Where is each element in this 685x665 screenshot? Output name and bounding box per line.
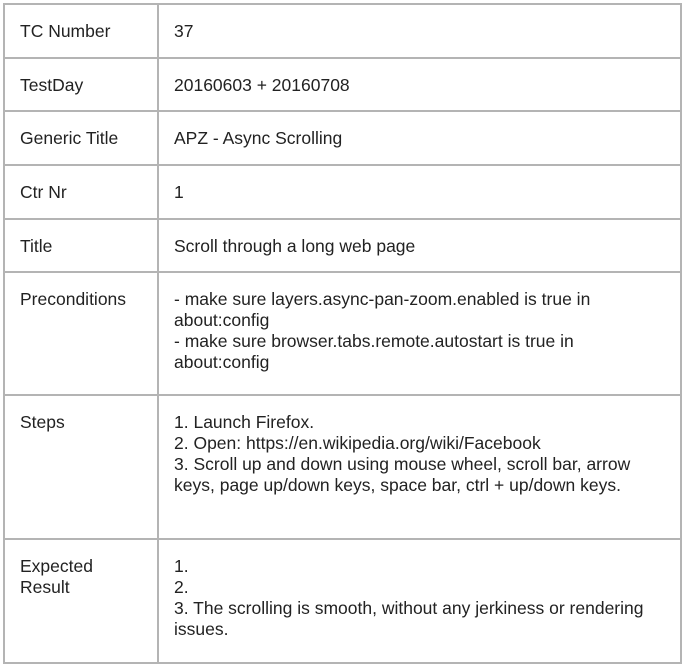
label-testday: TestDay xyxy=(4,58,158,111)
row-generic-title xyxy=(4,111,681,165)
label-expected-result: Expected Result xyxy=(4,539,158,663)
value-generic-title xyxy=(158,111,681,165)
test-case-table xyxy=(3,3,682,664)
value-line: 20160603 + 20160708 xyxy=(174,75,350,95)
expected-item: 2. xyxy=(174,577,189,597)
value-line: APZ - Async Scrolling xyxy=(174,128,343,148)
step-item: 3. Scroll up and down using mouse wheel, scroll bar, arrow keys, page up/down keys, space bar, ctrl + up/down keys. xyxy=(174,454,631,495)
row-title xyxy=(4,219,681,272)
value-testday xyxy=(158,58,681,111)
step-item: 1. Launch Firefox. xyxy=(174,412,315,432)
step-item: 2. Open: https://en.wikipedia.org/wiki/Facebook xyxy=(174,433,541,453)
row-preconditions xyxy=(4,272,681,395)
expected-item: 3. The scrolling is smooth, without any jerkiness or rendering issues. xyxy=(174,598,644,639)
label-title: Title xyxy=(4,219,158,272)
row-expected-result xyxy=(4,539,681,663)
value-steps xyxy=(158,395,681,539)
row-steps xyxy=(4,395,681,539)
row-testday xyxy=(4,58,681,111)
label-generic-title: Generic Title xyxy=(4,111,158,165)
label-ctr-nr: Ctr Nr xyxy=(4,165,158,219)
value-title xyxy=(158,219,681,272)
value-expected-result xyxy=(158,539,681,663)
value-line: 1 xyxy=(174,182,184,202)
expected-item: 1. xyxy=(174,556,189,576)
value-ctr-nr xyxy=(158,165,681,219)
value-preconditions xyxy=(158,272,681,395)
label-steps: Steps xyxy=(4,395,158,539)
label-preconditions: Preconditions xyxy=(4,272,158,395)
row-ctr-nr xyxy=(4,165,681,219)
value-line: 37 xyxy=(174,21,194,41)
row-tc-number xyxy=(4,4,681,58)
precondition-item: - make sure layers.async-pan-zoom.enabled is true in about:config xyxy=(174,289,591,330)
label-tc-number: TC Number xyxy=(4,4,158,58)
value-line: Scroll through a long web page xyxy=(174,236,416,256)
value-tc-number xyxy=(158,4,681,58)
precondition-item: - make sure browser.tabs.remote.autostart is true in about:config xyxy=(174,331,574,372)
